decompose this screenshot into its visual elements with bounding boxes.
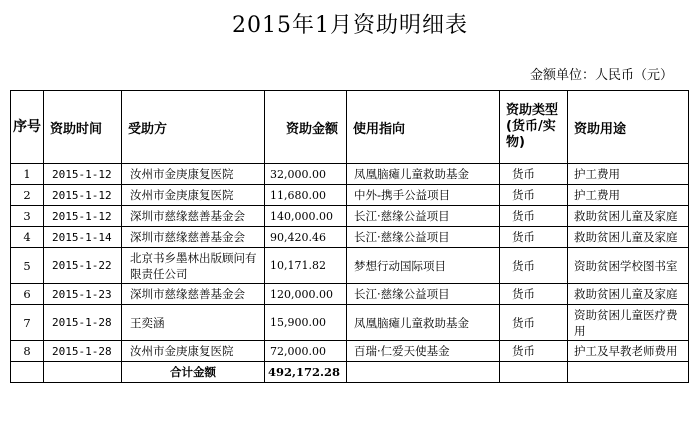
row-use: 凤凰脑瘫儿童救助基金 — [347, 305, 500, 341]
row-no: 2 — [11, 185, 44, 206]
total-label: 合计金额 — [122, 362, 265, 383]
row-purpose: 护工费用 — [568, 185, 689, 206]
row-kind: 货币 — [500, 341, 568, 362]
total-spacer-cell — [568, 362, 689, 383]
row-date: 2015-1-22 — [44, 248, 122, 284]
row-donee: 汝州市金庚康复医院 — [122, 185, 265, 206]
row-no: 1 — [11, 164, 44, 185]
header-no: 序号 — [11, 91, 44, 164]
table-row — [11, 341, 689, 362]
row-use: 凤凰脑瘫儿童救助基金 — [347, 164, 500, 185]
header-amount: 资助金额 — [265, 91, 347, 164]
table-row — [11, 185, 689, 206]
total-spacer-cell — [347, 362, 500, 383]
row-date: 2015-1-23 — [44, 284, 122, 305]
row-kind: 货币 — [500, 206, 568, 227]
row-purpose: 救助贫困儿童及家庭 — [568, 284, 689, 305]
row-kind: 货币 — [500, 185, 568, 206]
total-spacer-cell — [44, 362, 122, 383]
row-kind: 货币 — [500, 284, 568, 305]
row-kind: 货币 — [500, 305, 568, 341]
row-purpose: 资助贫困学校图书室 — [568, 248, 689, 284]
row-amount: 10,171.82 — [265, 248, 347, 284]
row-no: 3 — [11, 206, 44, 227]
total-row — [11, 362, 689, 383]
header-purpose: 资助用途 — [568, 91, 689, 164]
row-amount: 120,000.00 — [265, 284, 347, 305]
row-amount: 15,900.00 — [265, 305, 347, 341]
row-donee: 王奕涵 — [122, 305, 265, 341]
table-row — [11, 284, 689, 305]
row-purpose: 护工费用 — [568, 164, 689, 185]
header-kind: 资助类型(货币/实物) — [500, 91, 568, 164]
table-row — [11, 164, 689, 185]
table-row — [11, 305, 689, 341]
total-spacer-cell — [11, 362, 44, 383]
row-amount: 72,000.00 — [265, 341, 347, 362]
total-amount: 492,172.28 — [265, 362, 347, 383]
table-row — [11, 206, 689, 227]
row-use: 中外-携手公益项目 — [347, 185, 500, 206]
row-donee: 深圳市慈缘慈善基金会 — [122, 284, 265, 305]
table-row — [11, 227, 689, 248]
row-amount: 32,000.00 — [265, 164, 347, 185]
row-amount: 90,420.46 — [265, 227, 347, 248]
row-donee: 深圳市慈缘慈善基金会 — [122, 206, 265, 227]
row-use: 长江·慈缘公益项目 — [347, 227, 500, 248]
table-header-row — [11, 91, 689, 164]
row-purpose: 救助贫困儿童及家庭 — [568, 206, 689, 227]
row-use: 长江·慈缘公益项目 — [347, 206, 500, 227]
header-use: 使用指向 — [347, 91, 500, 164]
row-use: 长江·慈缘公益项目 — [347, 284, 500, 305]
row-donee: 北京书乡墨林出版顾问有限责任公司 — [122, 248, 265, 284]
row-date: 2015-1-12 — [44, 206, 122, 227]
row-kind: 货币 — [500, 164, 568, 185]
row-date: 2015-1-28 — [44, 341, 122, 362]
row-no: 5 — [11, 248, 44, 284]
row-purpose: 救助贫困儿童及家庭 — [568, 227, 689, 248]
row-use: 百瑞·仁爱天使基金 — [347, 341, 500, 362]
currency-unit-label: 金额单位：人民币（元） — [529, 68, 673, 83]
total-spacer-cell — [500, 362, 568, 383]
table-body — [11, 164, 689, 362]
row-no: 7 — [11, 305, 44, 341]
row-kind: 货币 — [500, 227, 568, 248]
table-row — [11, 248, 689, 284]
row-donee: 汝州市金庚康复医院 — [122, 164, 265, 185]
row-amount: 140,000.00 — [265, 206, 347, 227]
row-donee: 汝州市金庚康复医院 — [122, 341, 265, 362]
funding-detail-table — [10, 90, 689, 383]
row-amount: 11,680.00 — [265, 185, 347, 206]
row-donee: 深圳市慈缘慈善基金会 — [122, 227, 265, 248]
row-no: 8 — [11, 341, 44, 362]
row-purpose: 护工及早教老师费用 — [568, 341, 689, 362]
row-date: 2015-1-14 — [44, 227, 122, 248]
row-no: 4 — [11, 227, 44, 248]
row-use: 梦想行动国际项目 — [347, 248, 500, 284]
row-date: 2015-1-12 — [44, 185, 122, 206]
row-kind: 货币 — [500, 248, 568, 284]
row-date: 2015-1-28 — [44, 305, 122, 341]
row-purpose: 资助贫困儿童医疗费用 — [568, 305, 689, 341]
header-date: 资助时间 — [44, 91, 122, 164]
page-title: 2015年1月资助明细表 — [232, 13, 468, 38]
row-date: 2015-1-12 — [44, 164, 122, 185]
row-no: 6 — [11, 284, 44, 305]
header-donee: 受助方 — [122, 91, 265, 164]
